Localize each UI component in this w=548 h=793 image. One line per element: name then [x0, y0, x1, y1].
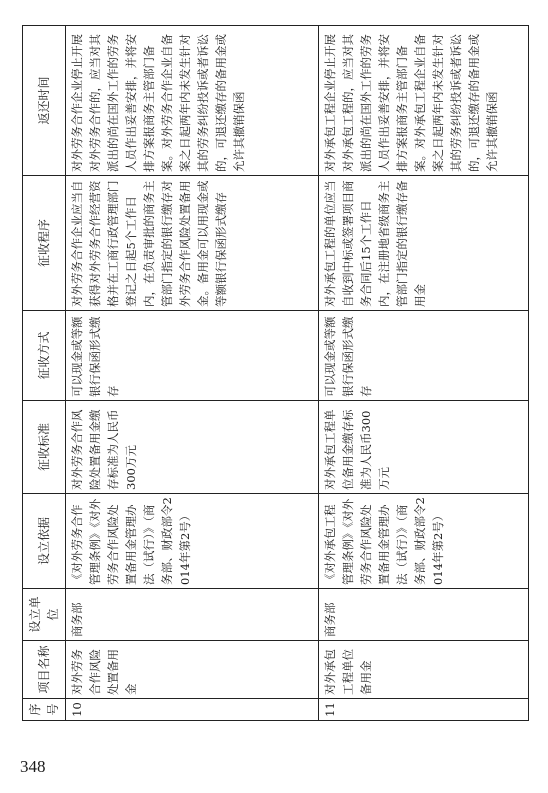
- row-basis: 《对外承包工程管理条例》《对外劳务合作风险处置备用金管理办法（试行）》（商务部、财政部令2014年第2号）: [319, 494, 529, 589]
- row-name: 对外承包工程单位备用金: [319, 641, 529, 699]
- header-name: 项目名称: [23, 641, 66, 699]
- row-no: 11: [319, 699, 529, 721]
- header-method: 征收方式: [23, 311, 66, 401]
- row-no: 10: [66, 699, 319, 721]
- header-standard: 征收标准: [23, 401, 66, 494]
- row-unit: 商务部: [66, 589, 319, 641]
- row-refund: 对外劳务合作企业停止开展对外劳务合作的，应当对其派出的尚在国外工作的劳务人员作出妥善安排，并将安排方案报商务主管部门备案。对外劳务合作企业自备案之日起两年内未发生针对其的劳务纠纷投诉或者诉讼的，可退还缴存的备用金或允许其撤销保函: [66, 26, 319, 176]
- row-method: 可以现金或等额银行保函形式缴存: [319, 311, 529, 401]
- row-procedure: 对外承包工程的单位应当自收到中标或签署项目商务合同后15个工作日内，在注册地省级商务主管部门指定的银行缴存备用金: [319, 176, 529, 311]
- row-basis: 《对外劳务合作管理条例》《对外劳务合作风险处置备用金管理办法（试行）》（商务部、财政部令2014年第2号）: [66, 494, 319, 589]
- header-no: 序号: [23, 699, 66, 721]
- header-refund: 返还时间: [23, 26, 66, 176]
- rotated-table-wrapper: [22, 26, 522, 721]
- page-number: 348: [20, 757, 46, 776]
- row-refund: 对外承包工程企业停止开展对外承包工程的，应当对其派出的尚在国外工作的劳务人员作出妥善安排，并将安排方案报商务主管部门备案。对外承包工程企业自备案之日起两年内未发生针对其的劳务纠纷投诉或者诉讼的，可退还缴存的备用金或允许其撤销保函: [319, 26, 529, 176]
- table-header-row: [23, 26, 66, 721]
- header-procedure: 征收程序: [23, 176, 66, 311]
- row-method: 可以现金或等额银行保函形式缴存: [66, 311, 319, 401]
- fee-table: [22, 25, 529, 721]
- table-row: [319, 26, 529, 721]
- row-standard: 对外承包工程单位备用金缴存标准为人民币300万元: [319, 401, 529, 494]
- row-standard: 对外劳务合作风险处置备用金缴存标准为人民币300万元: [66, 401, 319, 494]
- header-unit: 设立单位: [23, 589, 66, 641]
- row-name: 对外劳务合作风险处置备用金: [66, 641, 319, 699]
- table-row: [66, 26, 319, 721]
- header-basis: 设立依据: [23, 494, 66, 589]
- row-procedure: 对外劳务合作企业应当自获得对外劳务合作经营资格并在工商行政管理部门登记之日起5个工作日内，在负责审批的商务主管部门指定的银行缴存对外劳务合作风险处置备用金。备用金可以用现金或等额银行保函形式缴存: [66, 176, 319, 311]
- row-unit: 商务部: [319, 589, 529, 641]
